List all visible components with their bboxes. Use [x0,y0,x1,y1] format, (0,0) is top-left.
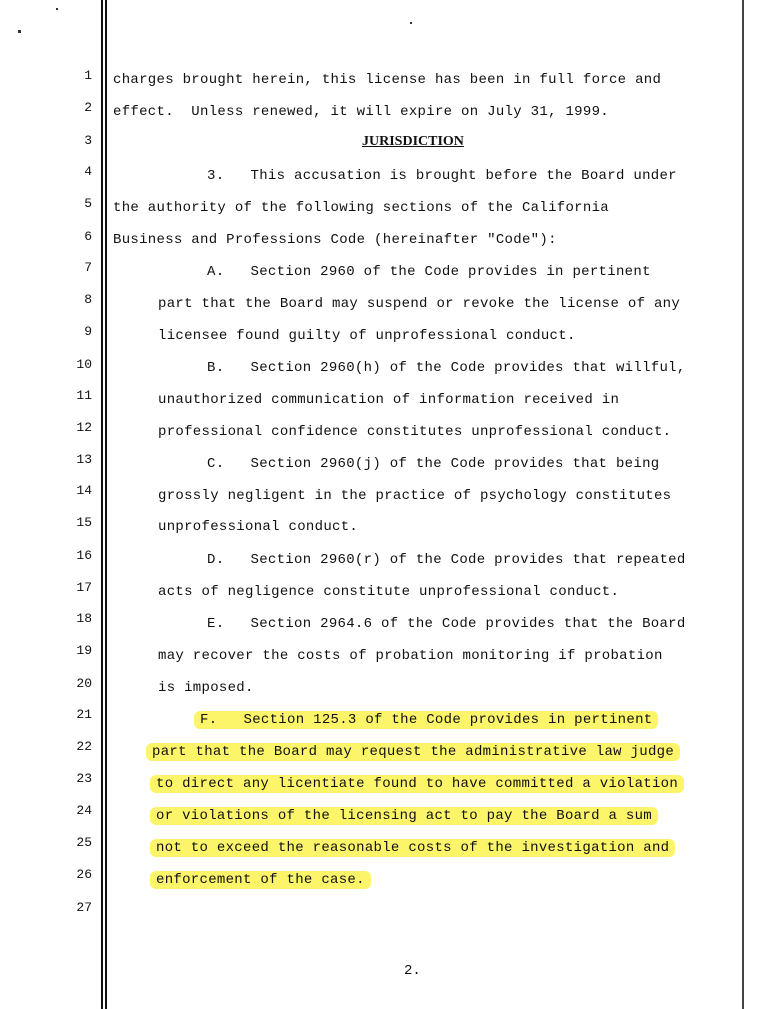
body-line: may recover the costs of probation monitoring if probation [158,648,663,664]
highlight-mark: or violations of the licensing act to pay the Board a sum [150,807,658,825]
body-line: charges brought herein, this license has been in full force and [113,72,662,88]
body-line: grossly negligent in the practice of psychology constitutes [158,488,672,504]
line-number: 23 [76,771,92,786]
highlight-mark: F. Section 125.3 of the Code provides in pertinent [194,711,658,729]
body-line: effect. Unless renewed, it will expire on July 31, 1999. [113,104,609,120]
line-number: 16 [76,548,92,563]
body-line: C. Section 2960(j) of the Code provides that being [207,456,660,472]
line-number: 10 [76,357,92,372]
body-line: 3. This accusation is brought before the Board under [207,168,677,184]
line-number: 15 [76,515,92,530]
line-number: 20 [76,676,92,691]
body-line: the authority of the following sections of the California [113,200,609,216]
body-line: professional confidence constitutes unprofessional conduct. [158,424,672,440]
body-line: part that the Board may suspend or revoke the license of any [158,296,681,312]
line-number: 2 [84,100,92,115]
line-number: 3 [84,133,92,148]
line-number: 5 [84,196,92,211]
left-margin-rule-outer [101,0,103,1009]
line-number: 6 [84,229,92,244]
line-number: 25 [76,835,92,850]
highlight-mark: not to exceed the reasonable costs of the investigation and [150,839,675,857]
line-number: 26 [76,867,92,882]
highlighted-line [150,840,675,856]
body-line: D. Section 2960(r) of the Code provides that repeated [207,552,686,568]
body-line: E. Section 2964.6 of the Code provides that the Board [207,616,686,632]
body-line: A. Section 2960 of the Code provides in pertinent [207,264,651,280]
body-line: acts of negligence constitute unprofessional conduct. [158,584,620,600]
line-number: 12 [76,420,92,435]
highlighted-line [150,776,684,792]
line-number: 14 [76,483,92,498]
body-line: unauthorized communication of information received in [158,392,620,408]
page-number: 2. [404,963,421,979]
body-line: is imposed. [158,680,254,696]
body-line: Business and Professions Code (hereinafter "Code"): [113,232,557,248]
line-number: 24 [76,803,92,818]
scan-speck [56,8,58,10]
highlight-mark: part that the Board may request the administrative law judge [146,743,680,761]
body-line: unprofessional conduct. [158,519,359,535]
right-margin-rule [742,0,744,1009]
section-heading: JURISDICTION [362,134,464,149]
line-number: 21 [76,707,92,722]
line-number: 7 [84,260,92,275]
highlighted-line [150,872,371,888]
line-number: 18 [76,611,92,626]
body-line: B. Section 2960(h) of the Code provides that willful, [207,360,686,376]
line-number: 1 [84,68,92,83]
left-margin-rule-inner [105,0,107,1009]
highlight-mark: to direct any licentiate found to have committed a violation [150,775,684,793]
line-number: 13 [76,452,92,467]
highlight-mark: enforcement of the case. [150,871,371,889]
body-line: licensee found guilty of unprofessional conduct. [158,328,576,344]
line-number: 11 [76,388,92,403]
line-number: 9 [84,324,92,339]
highlighted-line [150,808,658,824]
line-number: 4 [84,164,92,179]
highlighted-line [146,744,680,760]
line-number: 17 [76,580,92,595]
highlighted-line [194,712,658,728]
line-number: 8 [84,292,92,307]
scan-speck [18,30,21,33]
scan-speck [410,22,412,24]
line-number: 19 [76,643,92,658]
line-number: 22 [76,739,92,754]
line-number: 27 [76,900,92,915]
